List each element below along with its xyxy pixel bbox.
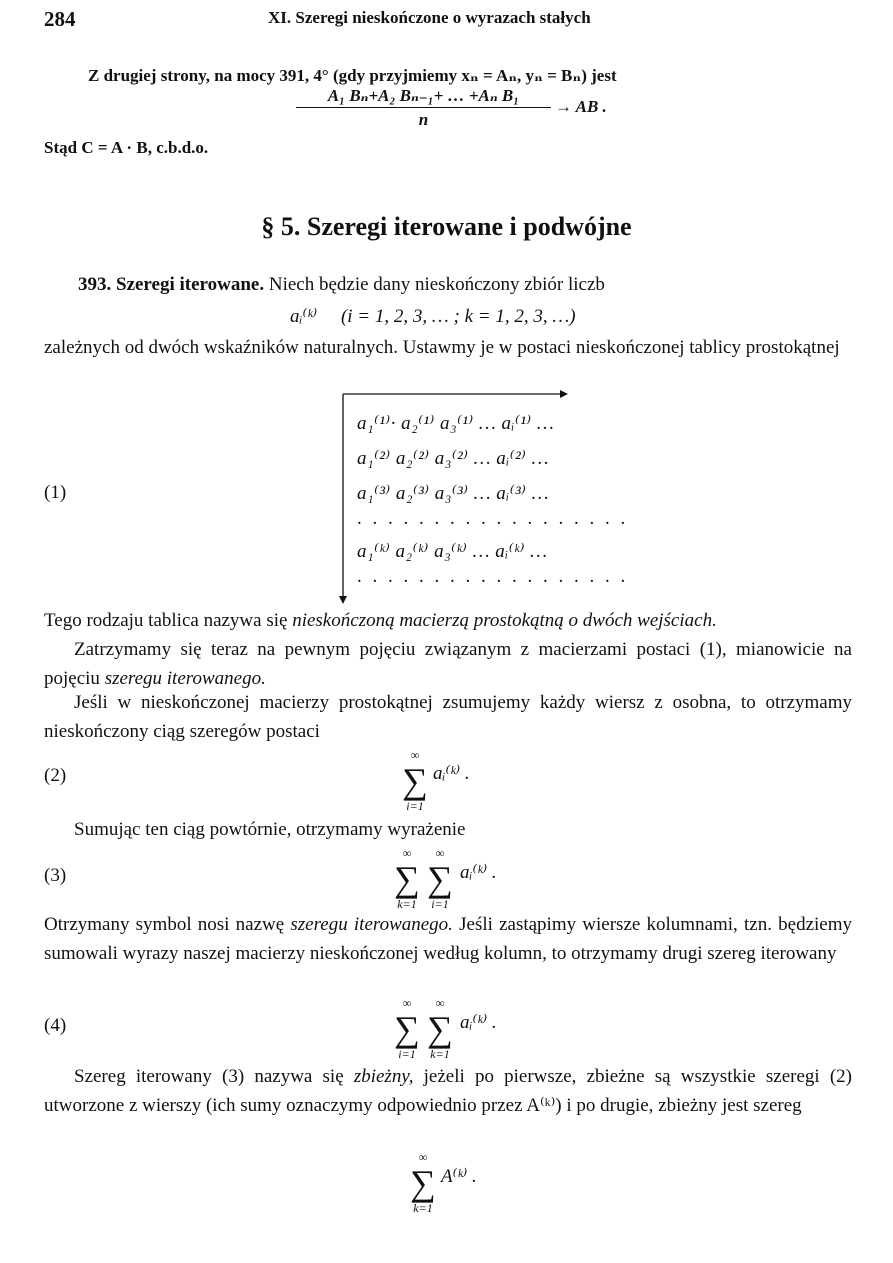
eq2-sigma: ∑ [402,761,428,801]
conclusion-line: Stąd C = A · B, c.b.d.o. [44,138,209,157]
p6-text: Szereg iterowany (3) nazywa się [74,1066,354,1087]
p2-italic: szeregu iterowanego. [104,668,266,689]
para-number: 393. [78,274,112,295]
fraction-denominator: n [418,110,429,129]
eq4-term: aᵢ⁽ᵏ⁾ . [460,1012,497,1033]
set-definition [290,305,576,328]
eq4-outer-upper: ∞ [402,996,412,1010]
eq4-inner-sigma: ∑ [427,1009,453,1049]
eq3-term: aᵢ⁽ᵏ⁾ . [460,862,497,883]
p6-text-end: jeżeli po pierwsze, zbieżne są wszystkie szeregi (2) utworzone z wierszy (ich sumy oznaczymy odpowiednio przez A⁽ᵏ⁾) i po drugie, zbieżny jest szereg [44,1066,852,1116]
matrix-dots-1: . . . . . . . . . . . . . . . . . . [357,508,629,529]
section-title: § 5. Szeregi iterowane i podwójne [261,212,632,241]
eq3-inner-sigma: ∑ [427,859,453,899]
body-paragraph-3: Jeśli w nieskończonej macierzy prostokątnej zsumujemy każdy wiersz z osobna, to otrzymamy nieskończony ciąg szeregów postaci [44,692,852,742]
matrix-dots-2: . . . . . . . . . . . . . . . . . . [357,566,629,587]
eq3-inner-upper: ∞ [435,846,445,860]
eq4-outer-sigma: ∑ [394,1009,420,1049]
eq4-inner-upper: ∞ [435,996,445,1010]
body-paragraph-1 [44,606,717,635]
eq2-label: (2) [44,765,67,786]
final-sigma: ∑ [410,1163,436,1203]
intro-line: Z drugiej strony, na mocy 391, 4° (gdy przyjmiemy xₙ = Aₙ, yₙ = Bₙ) jest [88,66,617,85]
matrix-row-3: a₁⁽³⁾ a₂⁽³⁾ a₃⁽³⁾ … aᵢ⁽³⁾ … [357,483,549,504]
p1-italic: nieskończoną macierzą prostokątną o dwóch wejściach. [292,610,717,631]
body-paragraph-5 [44,910,852,968]
eq3-outer-lower: k=1 [397,897,417,911]
eq4-outer-lower: i=1 [398,1047,416,1061]
eq3-label: (3) [44,865,67,886]
para-text: Niech będzie dany nieskończony zbiór liczb [264,274,605,295]
matrix-row-k: a₁⁽ᵏ⁾ a₂⁽ᵏ⁾ a₃⁽ᵏ⁾ … aᵢ⁽ᵏ⁾ … [357,541,548,562]
final-upper: ∞ [418,1150,428,1164]
eq3-outer-sigma: ∑ [394,859,420,899]
matrix-row-1: a₁⁽¹⁾· a₂⁽¹⁾ a₃⁽¹⁾ … aᵢ⁽¹⁾ … [357,413,555,434]
page-number: 284 [44,7,76,31]
final-sum [410,1150,436,1216]
eq4-sum-inner [427,996,453,1062]
set-symbol: aᵢ⁽ᵏ⁾ [290,306,318,327]
eq2-lower-limit: i=1 [406,799,424,813]
eq4-inner-lower: k=1 [430,1047,450,1061]
eq2-term: aᵢ⁽ᵏ⁾ . [433,763,470,784]
p5-text-end: Jeśli zastąpimy wiersze kolumnami, tzn. będziemy sumowali wyrazy naszej macierzy nieskończonej według kolumn, to otrzymamy drugi szereg iterowany [44,914,852,964]
right-arrow-head [560,390,568,398]
p6-italic: zbieżny, [353,1066,414,1087]
body-paragraph-4: Sumując ten ciąg powtórnie, otrzymamy wyrażenie [74,819,466,840]
eq4-label: (4) [44,1015,67,1036]
eq3-inner-lower: i=1 [431,897,449,911]
para-393-first-line [78,270,605,299]
eq3-sum-inner [427,846,453,912]
p2-text: Zatrzymamy się teraz na pewnym pojęciu związanym z macierzami postaci (1), mianowicie na pojęciu [44,639,852,689]
down-arrow-head [339,596,347,604]
running-head: XI. Szeregi nieskończone o wyrazach stałych [268,8,591,27]
p5-text: Otrzymany symbol nosi nazwę [44,914,291,935]
matrix-row-2: a₁⁽²⁾ a₂⁽²⁾ a₃⁽²⁾ … aᵢ⁽²⁾ … [357,448,549,469]
para-heading: Szeregi iterowane. [116,274,265,295]
eq2-upper-limit: ∞ [410,748,420,762]
matrix-label: (1) [44,482,67,503]
fraction-numerator: A₁ Bₙ+A₂ Bₙ₋₁+ … +Aₙ B₁ [296,86,551,108]
intro-fraction [296,86,551,130]
eq2-sum [402,748,428,814]
eq3-outer-upper: ∞ [402,846,412,860]
body-paragraph-2 [44,635,852,693]
final-lower: k=1 [413,1201,433,1215]
p1-text: Tego rodzaju tablica nazywa się [44,610,293,631]
p5-italic: szeregu iterowanego. [290,914,453,935]
fraction-limit: → AB . [555,97,607,116]
para-393-continued: zależnych od dwóch wskaźników naturalnych. Ustawmy je w postaci nieskończonej tablicy prostokątnej [44,337,840,358]
eq3-sum-outer [394,846,420,912]
set-range: (i = 1, 2, 3, … ; k = 1, 2, 3, …) [340,306,576,327]
body-paragraph-6 [44,1062,852,1120]
eq4-sum-outer [394,996,420,1062]
final-term: A⁽ᵏ⁾ . [441,1166,477,1187]
